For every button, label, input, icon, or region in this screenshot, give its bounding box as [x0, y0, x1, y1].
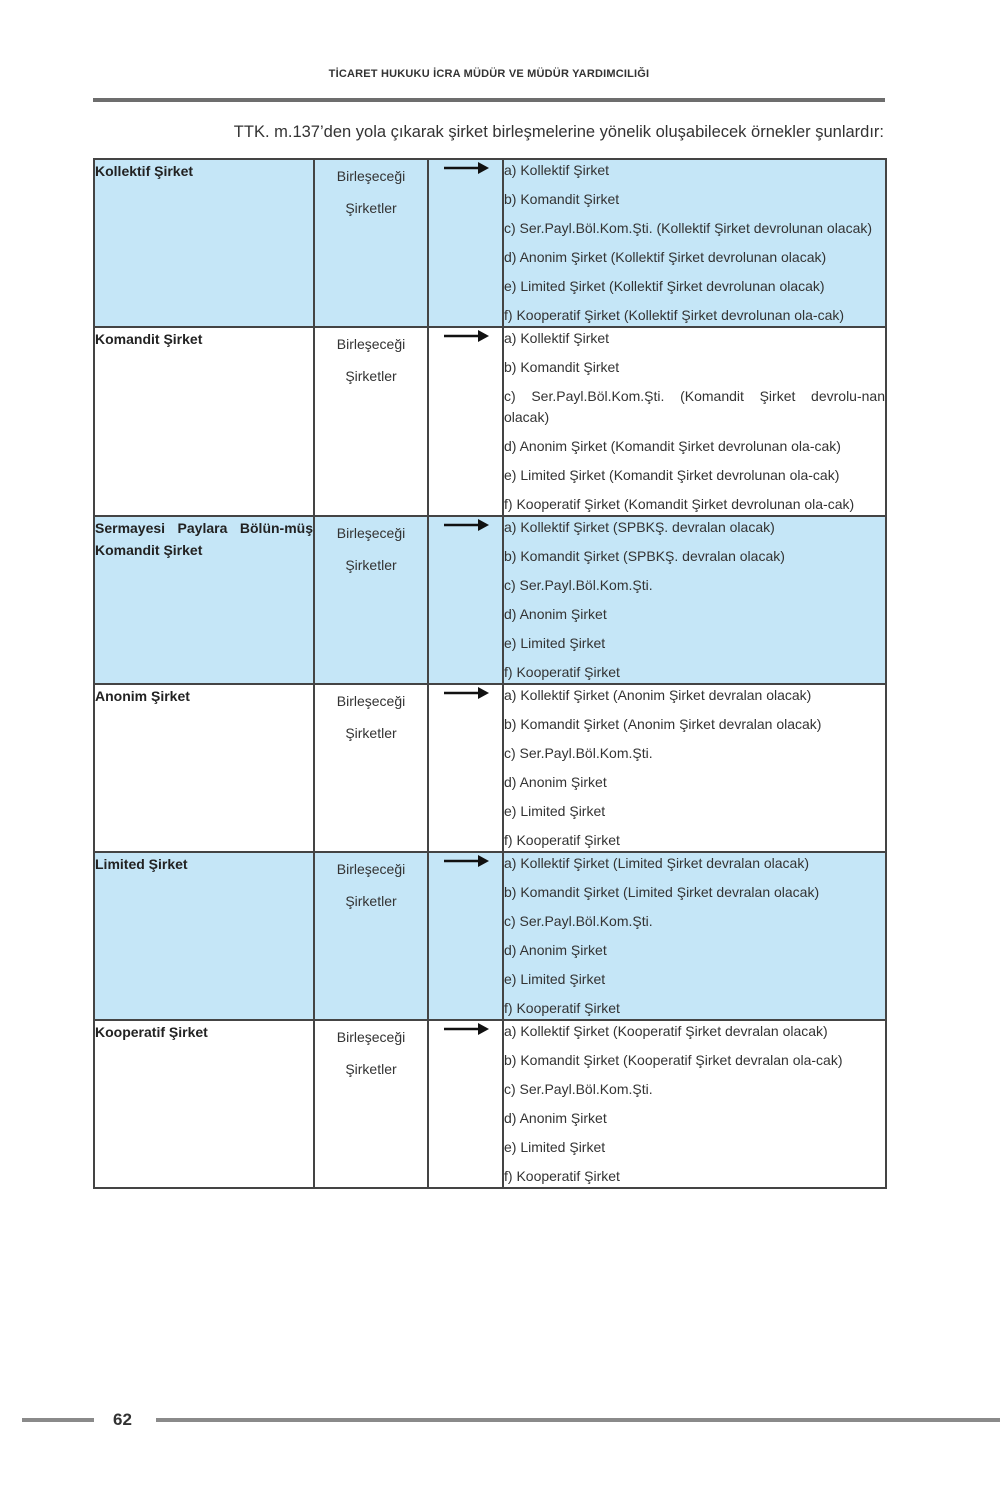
header-rule — [93, 98, 885, 102]
label-line: Şirketler — [345, 725, 397, 741]
list-item: a) Kollektif Şirket (Kooperatif Şirket devralan olacak) — [504, 1023, 828, 1039]
list-item: c) Ser.Payl.Böl.Kom.Şti. — [504, 1081, 653, 1097]
right-arrow-icon — [442, 160, 490, 176]
label-cell — [314, 852, 428, 1020]
list-item: f) Kooperatif Şirket — [504, 832, 620, 848]
list-item: e) Limited Şirket — [504, 803, 606, 819]
list-item: a) Kollektif Şirket (Limited Şirket devralan olacak) — [504, 855, 810, 871]
page-number: 62 — [113, 1410, 132, 1429]
company-type: Kooperatif Şirket — [95, 1024, 208, 1040]
table-row — [94, 516, 886, 684]
arrow-cell — [428, 852, 503, 1020]
label-cell — [314, 516, 428, 684]
company-type-cell — [94, 159, 314, 327]
list-item: b) Komandit Şirket (SPBKŞ. devralan olacak) — [504, 548, 785, 564]
label-line: Şirketler — [345, 200, 397, 216]
table-row — [94, 684, 886, 852]
list-item: b) Komandit Şirket (Kooperatif Şirket devralan ola-cak) — [504, 1052, 843, 1068]
list-item: d) Anonim Şirket (Kollektif Şirket devrolunan olacak) — [504, 249, 827, 265]
list-item: c) Ser.Payl.Böl.Kom.Şti. — [504, 913, 653, 929]
list-item: c) Ser.Payl.Böl.Kom.Şti. — [504, 745, 653, 761]
company-type: Limited Şirket — [95, 856, 188, 872]
list-item: e) Limited Şirket — [504, 1139, 606, 1155]
list-item: f) Kooperatif Şirket — [504, 664, 620, 680]
right-arrow-icon — [442, 853, 490, 869]
list-item: e) Limited Şirket — [504, 635, 606, 651]
company-type-cell — [94, 684, 314, 852]
company-type-cell — [94, 852, 314, 1020]
list-item: a) Kollektif Şirket — [504, 330, 610, 346]
table-row — [94, 327, 886, 516]
company-type-cell — [94, 516, 314, 684]
label-line: Şirketler — [345, 893, 397, 909]
right-arrow-icon — [442, 517, 490, 533]
label-cell — [314, 327, 428, 516]
list-item: a) Kollektif Şirket (Anonim Şirket devralan olacak) — [504, 687, 812, 703]
table-row — [94, 159, 886, 327]
options-cell — [503, 159, 886, 327]
list-item: e) Limited Şirket (Komandit Şirket devrolunan ola-cak) — [504, 467, 840, 483]
company-type-cell — [94, 1020, 314, 1188]
table-row — [94, 1020, 886, 1188]
merger-table — [93, 158, 887, 1189]
label-line: Şirketler — [345, 368, 397, 384]
list-item: a) Kollektif Şirket (SPBKŞ. devralan olacak) — [504, 519, 775, 535]
right-arrow-icon — [442, 1021, 490, 1037]
table-row — [94, 852, 886, 1020]
list-item: f) Kooperatif Şirket (Kollektif Şirket devrolunan ola-cak) — [504, 307, 845, 323]
list-item: f) Kooperatif Şirket — [504, 1168, 620, 1184]
company-type: Komandit Şirket — [95, 331, 203, 347]
footer-rule-right — [156, 1418, 1000, 1422]
list-item: d) Anonim Şirket (Komandit Şirket devrolunan ola-cak) — [504, 438, 841, 454]
options-cell — [503, 1020, 886, 1188]
list-item: b) Komandit Şirket — [504, 359, 620, 375]
label-line: Birleşeceği — [336, 861, 406, 877]
label-line: Birleşeceği — [336, 525, 406, 541]
list-item: d) Anonim Şirket — [504, 774, 607, 790]
company-type: Kollektif Şirket — [95, 163, 194, 179]
options-cell — [503, 327, 886, 516]
label-line: Birleşeceği — [336, 1029, 406, 1045]
arrow-cell — [428, 327, 503, 516]
label-cell — [314, 159, 428, 327]
label-cell — [314, 684, 428, 852]
options-cell — [503, 516, 886, 684]
company-type-cell — [94, 327, 314, 516]
list-item: d) Anonim Şirket — [504, 606, 607, 622]
list-item: d) Anonim Şirket — [504, 1110, 607, 1126]
list-item: c) Ser.Payl.Böl.Kom.Şti. — [504, 577, 653, 593]
label-line: Birleşeceği — [336, 336, 406, 352]
footer-rule-left — [22, 1418, 94, 1422]
list-item: c) Ser.Payl.Böl.Kom.Şti. (Komandit Şirket devrolu-nan olacak) — [504, 388, 885, 425]
company-type: Anonim Şirket — [95, 688, 190, 704]
list-item: e) Limited Şirket (Kollektif Şirket devrolunan olacak) — [504, 278, 825, 294]
label-line: Şirketler — [345, 1061, 397, 1077]
right-arrow-icon — [442, 685, 490, 701]
list-item: d) Anonim Şirket — [504, 942, 607, 958]
arrow-cell — [428, 159, 503, 327]
list-item: b) Komandit Şirket (Anonim Şirket devralan olacak) — [504, 716, 822, 732]
arrow-cell — [428, 516, 503, 684]
list-item: b) Komandit Şirket (Limited Şirket devralan olacak) — [504, 884, 820, 900]
intro-sentence: TTK. m.137’den yola çıkarak şirket birleşmelerine yönelik oluşabilecek örnekler şunlardır: — [233, 123, 884, 141]
list-item: c) Ser.Payl.Böl.Kom.Şti. (Kollektif Şirket devrolunan olacak) — [504, 220, 873, 236]
running-header: TİCARET HUKUKU İCRA MÜDÜR VE MÜDÜR YARDIMCILIĞI — [328, 68, 650, 80]
options-cell — [503, 852, 886, 1020]
list-item: a) Kollektif Şirket — [504, 162, 610, 178]
options-cell — [503, 684, 886, 852]
label-line: Birleşeceği — [336, 168, 406, 184]
label-line: Birleşeceği — [336, 693, 406, 709]
label-line: Şirketler — [345, 557, 397, 573]
right-arrow-icon — [442, 328, 490, 344]
arrow-cell — [428, 1020, 503, 1188]
list-item: e) Limited Şirket — [504, 971, 606, 987]
list-item: f) Kooperatif Şirket (Komandit Şirket devrolunan ola-cak) — [504, 496, 855, 512]
arrow-cell — [428, 684, 503, 852]
label-cell — [314, 1020, 428, 1188]
list-item: b) Komandit Şirket — [504, 191, 620, 207]
company-type: Sermayesi Paylara Bölün-müş Komandit Şirket — [95, 520, 313, 558]
list-item: f) Kooperatif Şirket — [504, 1000, 620, 1016]
